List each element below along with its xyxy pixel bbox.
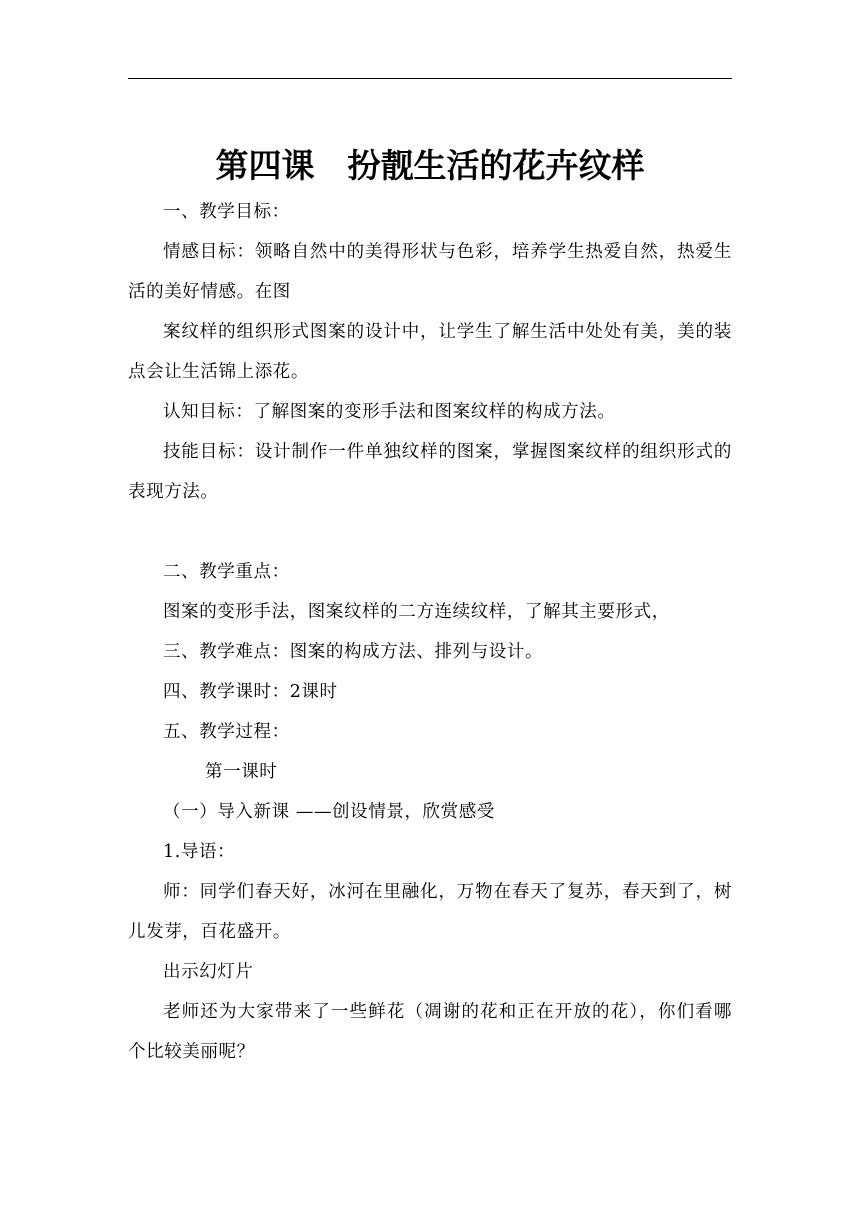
- paragraph-teacher-speech: 师：同学们春天好，冰河在里融化，万物在春天了复苏，春天到了，树儿发芽，百花盛开。: [128, 882, 732, 942]
- section-heading-process: 五、教学过程：: [163, 722, 290, 742]
- subheading-first-lesson: 第一课时: [205, 762, 278, 782]
- subheading-intro: （一）导入新课 ——创设情景，欣赏感受: [163, 802, 495, 822]
- document-title: 第四课 扮靓生活的花卉纹样: [215, 146, 645, 185]
- paragraph-pattern-design: 案纹样的组织形式图案的设计中，让学生了解生活中处处有美，美的装点会让生活锦上添花。: [128, 322, 732, 382]
- paragraph-cognitive-goal: 认知目标：了解图案的变形手法和图案纹样的构成方法。: [163, 402, 616, 422]
- document-body: [128, 192, 732, 1072]
- paragraph-skill-goal: 技能目标：设计制作一件单独纹样的图案，掌握图案纹样的组织形式的表现方法。: [128, 442, 732, 502]
- section-heading-objectives: 一、教学目标：: [163, 202, 290, 222]
- paragraph-show-slides: 出示幻灯片: [163, 962, 254, 982]
- paragraph-key-points: 图案的变形手法，图案纹样的二方连续纹样，了解其主要形式，: [163, 602, 670, 622]
- blank-line: [128, 512, 732, 552]
- section-heading-difficulties: 三、教学难点：图案的构成方法、排列与设计。: [163, 642, 544, 662]
- section-heading-class-hours: 四、教学课时：2课时: [163, 682, 338, 702]
- header-rule: [128, 78, 732, 79]
- paragraph-emotional-goal: 情感目标：领略自然中的美得形状与色彩，培养学生热爱自然，热爱生活的美好情感。在图: [128, 242, 732, 302]
- section-heading-key-points: 二、教学重点：: [163, 562, 290, 582]
- paragraph-flowers: 老师还为大家带来了一些鲜花（凋谢的花和正在开放的花），你们看哪个比较美丽呢？: [128, 1002, 732, 1062]
- subheading-lead-in: 1.导语：: [163, 842, 236, 862]
